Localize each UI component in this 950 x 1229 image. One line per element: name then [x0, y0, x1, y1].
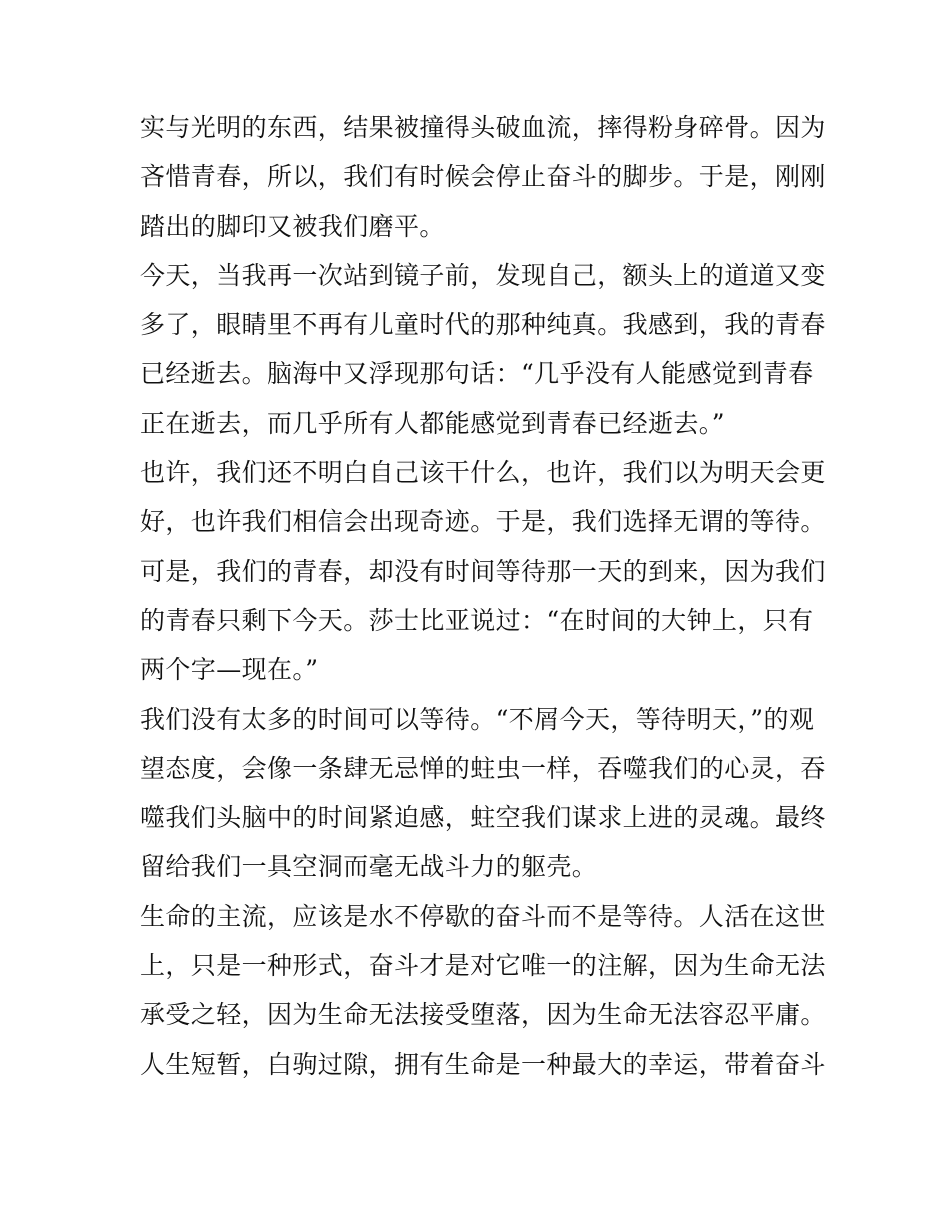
text-line: 也许，我们还不明白自己该干什么，也许，我们以为明天会更: [140, 458, 826, 488]
text-line: 人生短暂，白驹过隙，拥有生命是一种最大的幸运，带着奋斗: [140, 1049, 826, 1079]
text-line: 正在逝去，而几乎所有人都能感觉到青春已经逝去。”: [140, 408, 725, 438]
text-line: 多了，眼睛里不再有儿童时代的那种纯真。我感到，我的青春: [140, 310, 826, 340]
text-line: 吝惜青春，所以，我们有时候会停止奋斗的脚步。于是，刚刚: [140, 162, 826, 192]
text-line: 我们没有太多的时间可以等待。“不屑今天，等待明天，”的观: [140, 704, 815, 734]
text-line: 实与光明的东西，结果被撞得头破血流，摔得粉身碎骨。因为: [140, 113, 826, 142]
text-line: 望态度，会像一条肆无忌惮的蛀虫一样，吞噬我们的心灵，吞: [140, 753, 826, 783]
text-line: 的青春只剩下今天。莎士比亚说过：“在时间的大钟上，只有: [140, 605, 814, 635]
text-line: 今天，当我再一次站到镜子前，发现自己，额头上的道道又变: [140, 260, 826, 290]
text-line: 噬我们头脑中的时间紧迫感，蛀空我们谋求上进的灵魂。最终: [140, 803, 826, 833]
text-line: 可是，我们的青春，却没有时间等待那一天的到来，因为我们: [140, 556, 826, 586]
text-line: 生命的主流，应该是水不停歇的奋斗而不是等待。人活在这世: [140, 901, 826, 931]
text-line: 承受之轻，因为生命无法接受堕落，因为生命无法容忍平庸。: [140, 1000, 826, 1030]
text-line: 踏出的脚印又被我们磨平。: [140, 211, 445, 241]
text-line: 留给我们一具空洞而毫无战斗力的躯壳。: [140, 852, 598, 882]
text-line: 两个字—现在。”: [140, 655, 319, 685]
text-line: 上，只是一种形式，奋斗才是对它唯一的注解，因为生命无法: [140, 951, 826, 981]
document-body: [140, 103, 826, 1089]
text-line: 已经逝去。脑海中又浮现那句话：“几乎没有人能感觉到青春: [140, 359, 814, 389]
text-line: 好，也许我们相信会出现奇迹。于是，我们选择无谓的等待。: [140, 507, 826, 537]
